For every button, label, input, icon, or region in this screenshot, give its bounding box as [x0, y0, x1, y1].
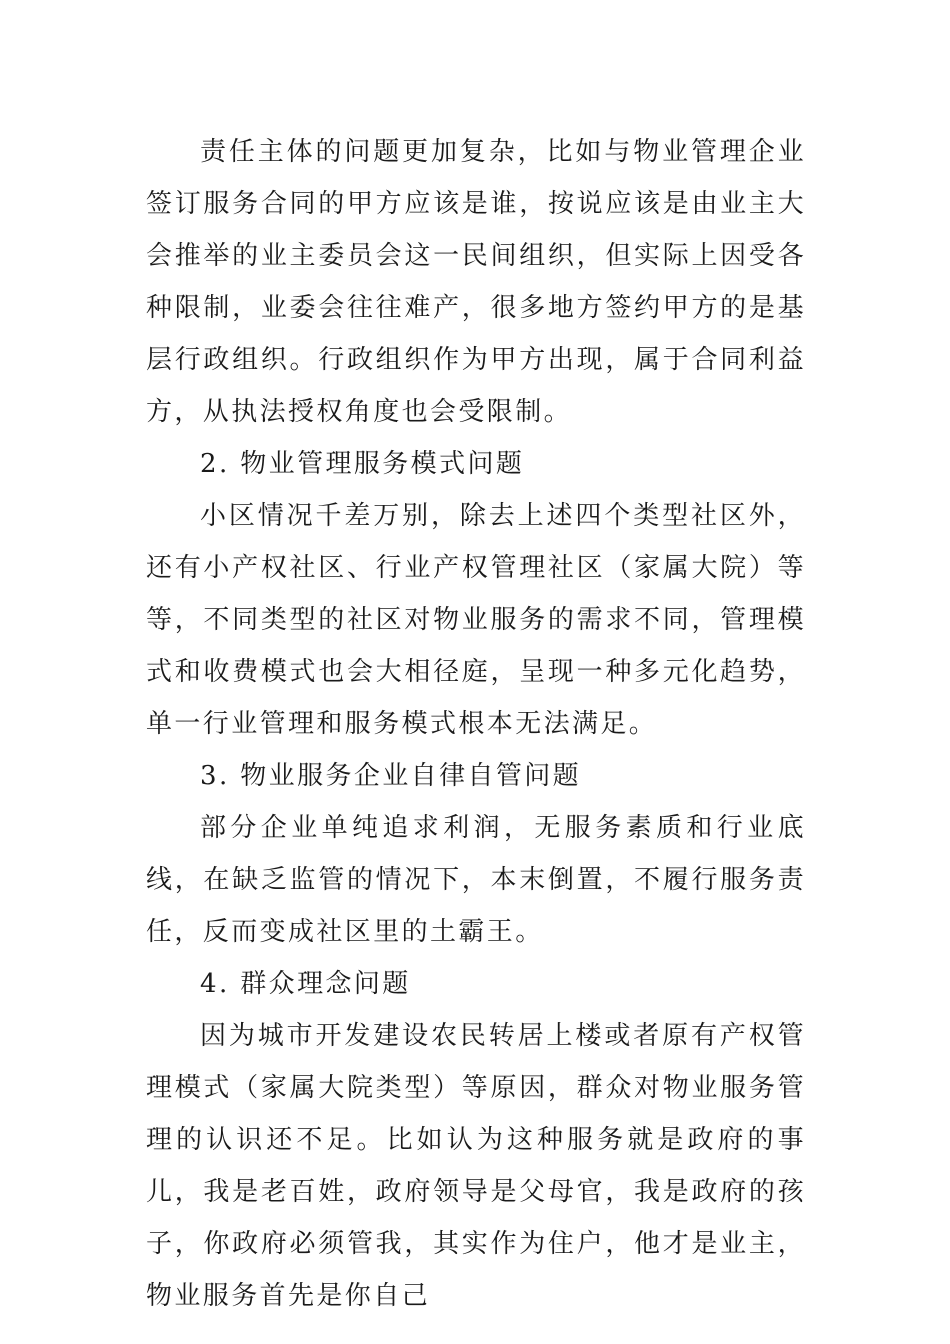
section-heading-self-discipline: 3. 物业服务企业自律自管问题: [200, 761, 582, 791]
section-heading-service-mode: 2. 物业管理服务模式问题: [200, 449, 525, 479]
section-heading-public-concept: 4. 群众理念问题: [200, 969, 411, 999]
paragraph-service-mode: 小区情况千差万别，除去上述四个类型社区外，还有小产权社区、行业产权管理社区（家属大院）等等，不同类型的社区对物业服务的需求不同，管理模式和收费模式也会大相径庭，呈现一种多元化趋势，单一行业管理和服务模式根本无法满足。: [146, 501, 806, 739]
paragraph-self-discipline: 部分企业单纯追求利润，无服务素质和行业底线，在缺乏监管的情况下，本末倒置，不履行服务责任，反而变成社区里的土霸王。: [146, 813, 806, 947]
paragraph-responsibility-subject: 责任主体的问题更加复杂，比如与物业管理企业签订服务合同的甲方应该是谁，按说应该是由业主大会推举的业主委员会这一民间组织，但实际上因受各种限制，业委会往往难产，很多地方签约甲方的是基层行政组织。行政组织作为甲方出现，属于合同利益方，从执法授权角度也会受限制。: [146, 137, 806, 427]
paragraph-public-concept: 因为城市开发建设农民转居上楼或者原有产权管理模式（家属大院类型）等原因，群众对物业服务管理的认识还不足。比如认为这种服务就是政府的事儿，我是老百姓，政府领导是父母官，我是政府的孩子，你政府必须管我，其实作为住户，他才是业主，物业服务首先是你自己: [146, 1021, 806, 1311]
document-body: [146, 126, 806, 1322]
